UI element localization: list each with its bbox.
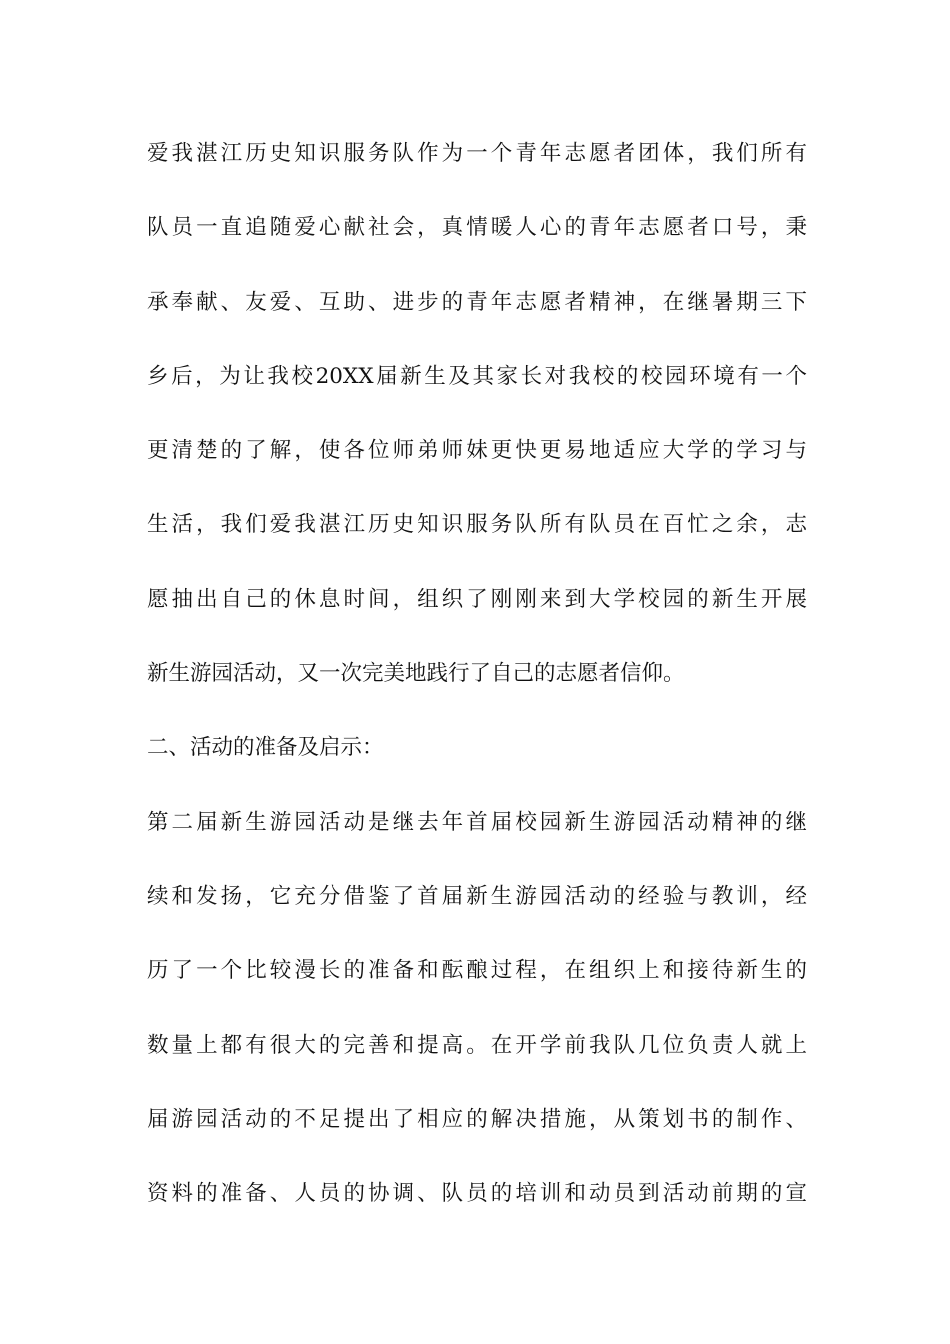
paragraph-line: 承奉献、友爱、互助、进步的青年志愿者精神，在继暑期三下 <box>147 289 807 315</box>
paragraph-line: 新生游园活动，又一次完美地践行了自己的志愿者信仰。 <box>147 661 685 687</box>
paragraph-line: 生活，我们爱我湛江历史知识服务队所有队员在百忙之余，志 <box>147 512 807 538</box>
paragraph-line: 愿抽出自己的休息时间，组织了刚刚来到大学校园的新生开展 <box>147 586 807 612</box>
paragraph-line: 爱我湛江历史知识服务队作为一个青年志愿者团体，我们所有 <box>147 141 807 166</box>
paragraph-line: 队员一直追随爱心献社会，真情暖人心的青年志愿者口号，秉 <box>147 215 807 241</box>
paragraph-line: 历了一个比较漫长的准备和酝酿过程，在组织上和接待新生的 <box>147 958 807 984</box>
paragraph-line: 更清楚的了解，使各位师弟师妹更快更易地适应大学的学习与 <box>147 438 807 464</box>
paragraph-line: 续和发扬，它充分借鉴了首届新生游园活动的经验与教训，经 <box>147 883 807 909</box>
paragraph-line: 届游园活动的不足提出了相应的解决措施，从策划书的制作、 <box>147 1106 807 1132</box>
paragraph-line: 乡后，为让我校20XX届新生及其家长对我校的校园环境有一个 <box>147 363 807 389</box>
paragraph-line: 资料的准备、人员的协调、队员的培训和动员到活动前期的宣 <box>147 1181 807 1207</box>
paragraph-line: 第二届新生游园活动是继去年首届校园新生游园活动精神的继 <box>147 809 807 835</box>
body-text <box>147 130 807 1244</box>
section-heading: 二、活动的准备及启示： <box>147 735 384 761</box>
paragraph-line: 数量上都有很大的完善和提高。在开学前我队几位负责人就上 <box>147 1032 807 1058</box>
